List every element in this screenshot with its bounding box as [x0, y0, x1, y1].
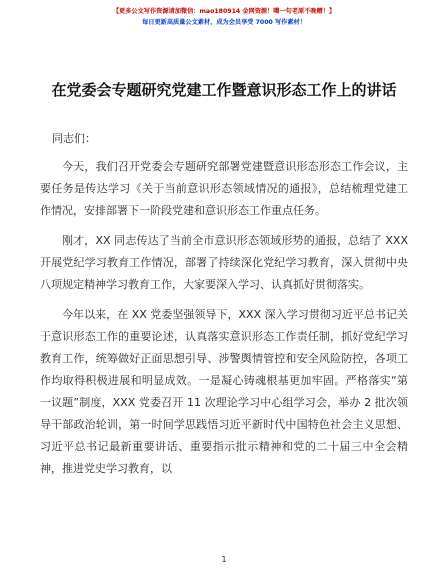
- paragraph-3: 今年以来，在 XX 党委坚强领导下，XXX 深入学习贯彻习近平总书记关于意识形态工作的重要论述，认真落实意识形态工作责任制，抓好党纪学习教育工作，统筹做好正面思想引导、涉警舆情管控和安全风险防控，各项工作均取得积极进展和明显成效。一是凝心铸魂根基更加牢固。严格落实“第一议题”制度，XXX 党委召开 11 次理论学习中心组学习会，举办 2 批次领导干部政治轮训，第一时间学思践悟习近平新时代中国特色社会主义思想、习近平总书记最新重要讲话、重要指示批示精神和党的二十届三中全会精神，推进党史学习教育，以: [40, 308, 408, 475]
- document-body: [40, 128, 408, 488]
- page-number: 1: [221, 555, 227, 564]
- header-banner: [0, 6, 448, 28]
- banner-line-update: 每日更新高质量公文素材，成为会员享受 7000 写作素材！: [142, 19, 306, 26]
- paragraph-2: 刚才，XX 同志传达了当前全市意识形态领域形势的通报，总结了 XXX 开展党纪学习教育工作情况，部署了持续深化党纪学习教育，深入贯彻中央八项规定精神学习教育工作，大家要深入学习、认真抓好贯彻落实。: [40, 234, 408, 291]
- document-title: 在党委会专题研究党建工作暨意识形态工作上的讲话: [51, 81, 397, 99]
- salutation: 同志们：: [52, 132, 96, 145]
- banner-line-promo: 【更多公文写作资源请加微信：mao180914 金网资源！噶一句老原不晚赠！】: [112, 8, 336, 15]
- paragraph-1: 今天，我们召开党委会专题研究部署党建暨意识形态形态工作会议，主要任务是传达学习《关于当前意识形态领域情况的通报》，总结梳理党建工作情况，安排部署下一阶段党建和意识形态工作重点任务。: [40, 160, 408, 217]
